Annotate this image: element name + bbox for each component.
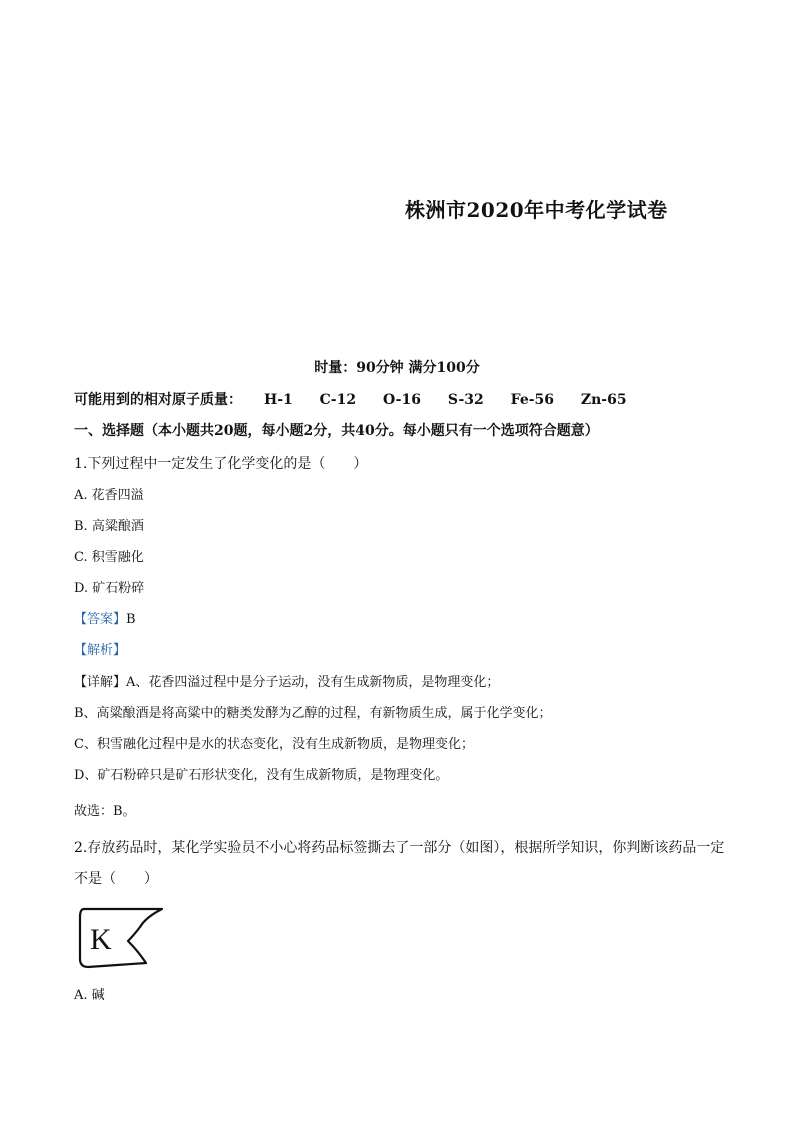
detail-tag: 【详解】 — [74, 675, 127, 690]
answer-value: B — [126, 612, 136, 627]
atomic-mass-o: O-16 — [382, 392, 421, 408]
analysis-tag: 【解析】 — [74, 643, 127, 658]
question-1-option-a: A. 花香四溢 — [74, 488, 144, 503]
atomic-mass-c: C-12 — [319, 392, 357, 408]
question-1-option-d: D. 矿石粉碎 — [74, 581, 145, 596]
torn-label-figure — [76, 905, 166, 971]
label-letter: K — [90, 923, 112, 956]
atomic-mass-label: 可能用到的相对原子质量： — [74, 392, 242, 408]
torn-label-drawing — [76, 905, 166, 971]
atomic-mass-h: H-1 — [264, 392, 293, 408]
page-title: 株洲市2020年中考化学试卷 — [405, 198, 668, 222]
question-1-option-b: B. 高粱酿酒 — [74, 519, 144, 534]
detail-line-b: B、高粱酿酒是将高粱中的糖类发酵为乙醇的过程，有新物质生成，属于化学变化； — [74, 706, 552, 721]
detail-line-a — [74, 671, 499, 690]
detail-line-d: D、矿石粉碎只是矿石形状变化，没有生成新物质，是物理变化。 — [74, 768, 449, 783]
answer-line — [74, 608, 136, 627]
conclusion-line: 故选：B。 — [74, 804, 136, 819]
question-2-option-a: A. 碱 — [74, 988, 105, 1003]
question-2-stem-line-1: 2.存放药品时，某化学实验员不小心将药品标签撕去了一部分（如图），根据所学知识，你判断该药品一定 — [74, 840, 725, 856]
question-1-stem: 1.下列过程中一定发生了化学变化的是（ ） — [74, 456, 368, 472]
question-1-option-c: C. 积雪融化 — [74, 550, 144, 565]
atomic-mass-s: S-32 — [447, 392, 484, 408]
atomic-mass-fe: Fe-56 — [510, 392, 555, 408]
atomic-mass-line — [74, 389, 627, 409]
section-title: 一、选择题（本小题共20题，每小题2分，共40分。每小题只有一个选项符合题意） — [74, 423, 599, 439]
time-info: 时量：90分钟 满分100分 — [314, 360, 480, 376]
detail-line-c: C、积雪融化过程中是水的状态变化，没有生成新物质，是物理变化； — [74, 737, 474, 752]
atomic-mass-zn: Zn-65 — [580, 392, 627, 408]
answer-tag: 【答案】 — [74, 612, 127, 627]
analysis-line — [74, 639, 126, 658]
detail-text-a: A、花香四溢过程中是分子运动，没有生成新物质，是物理变化； — [126, 675, 500, 690]
question-2-stem-line-2: 不是（ ） — [74, 871, 158, 887]
